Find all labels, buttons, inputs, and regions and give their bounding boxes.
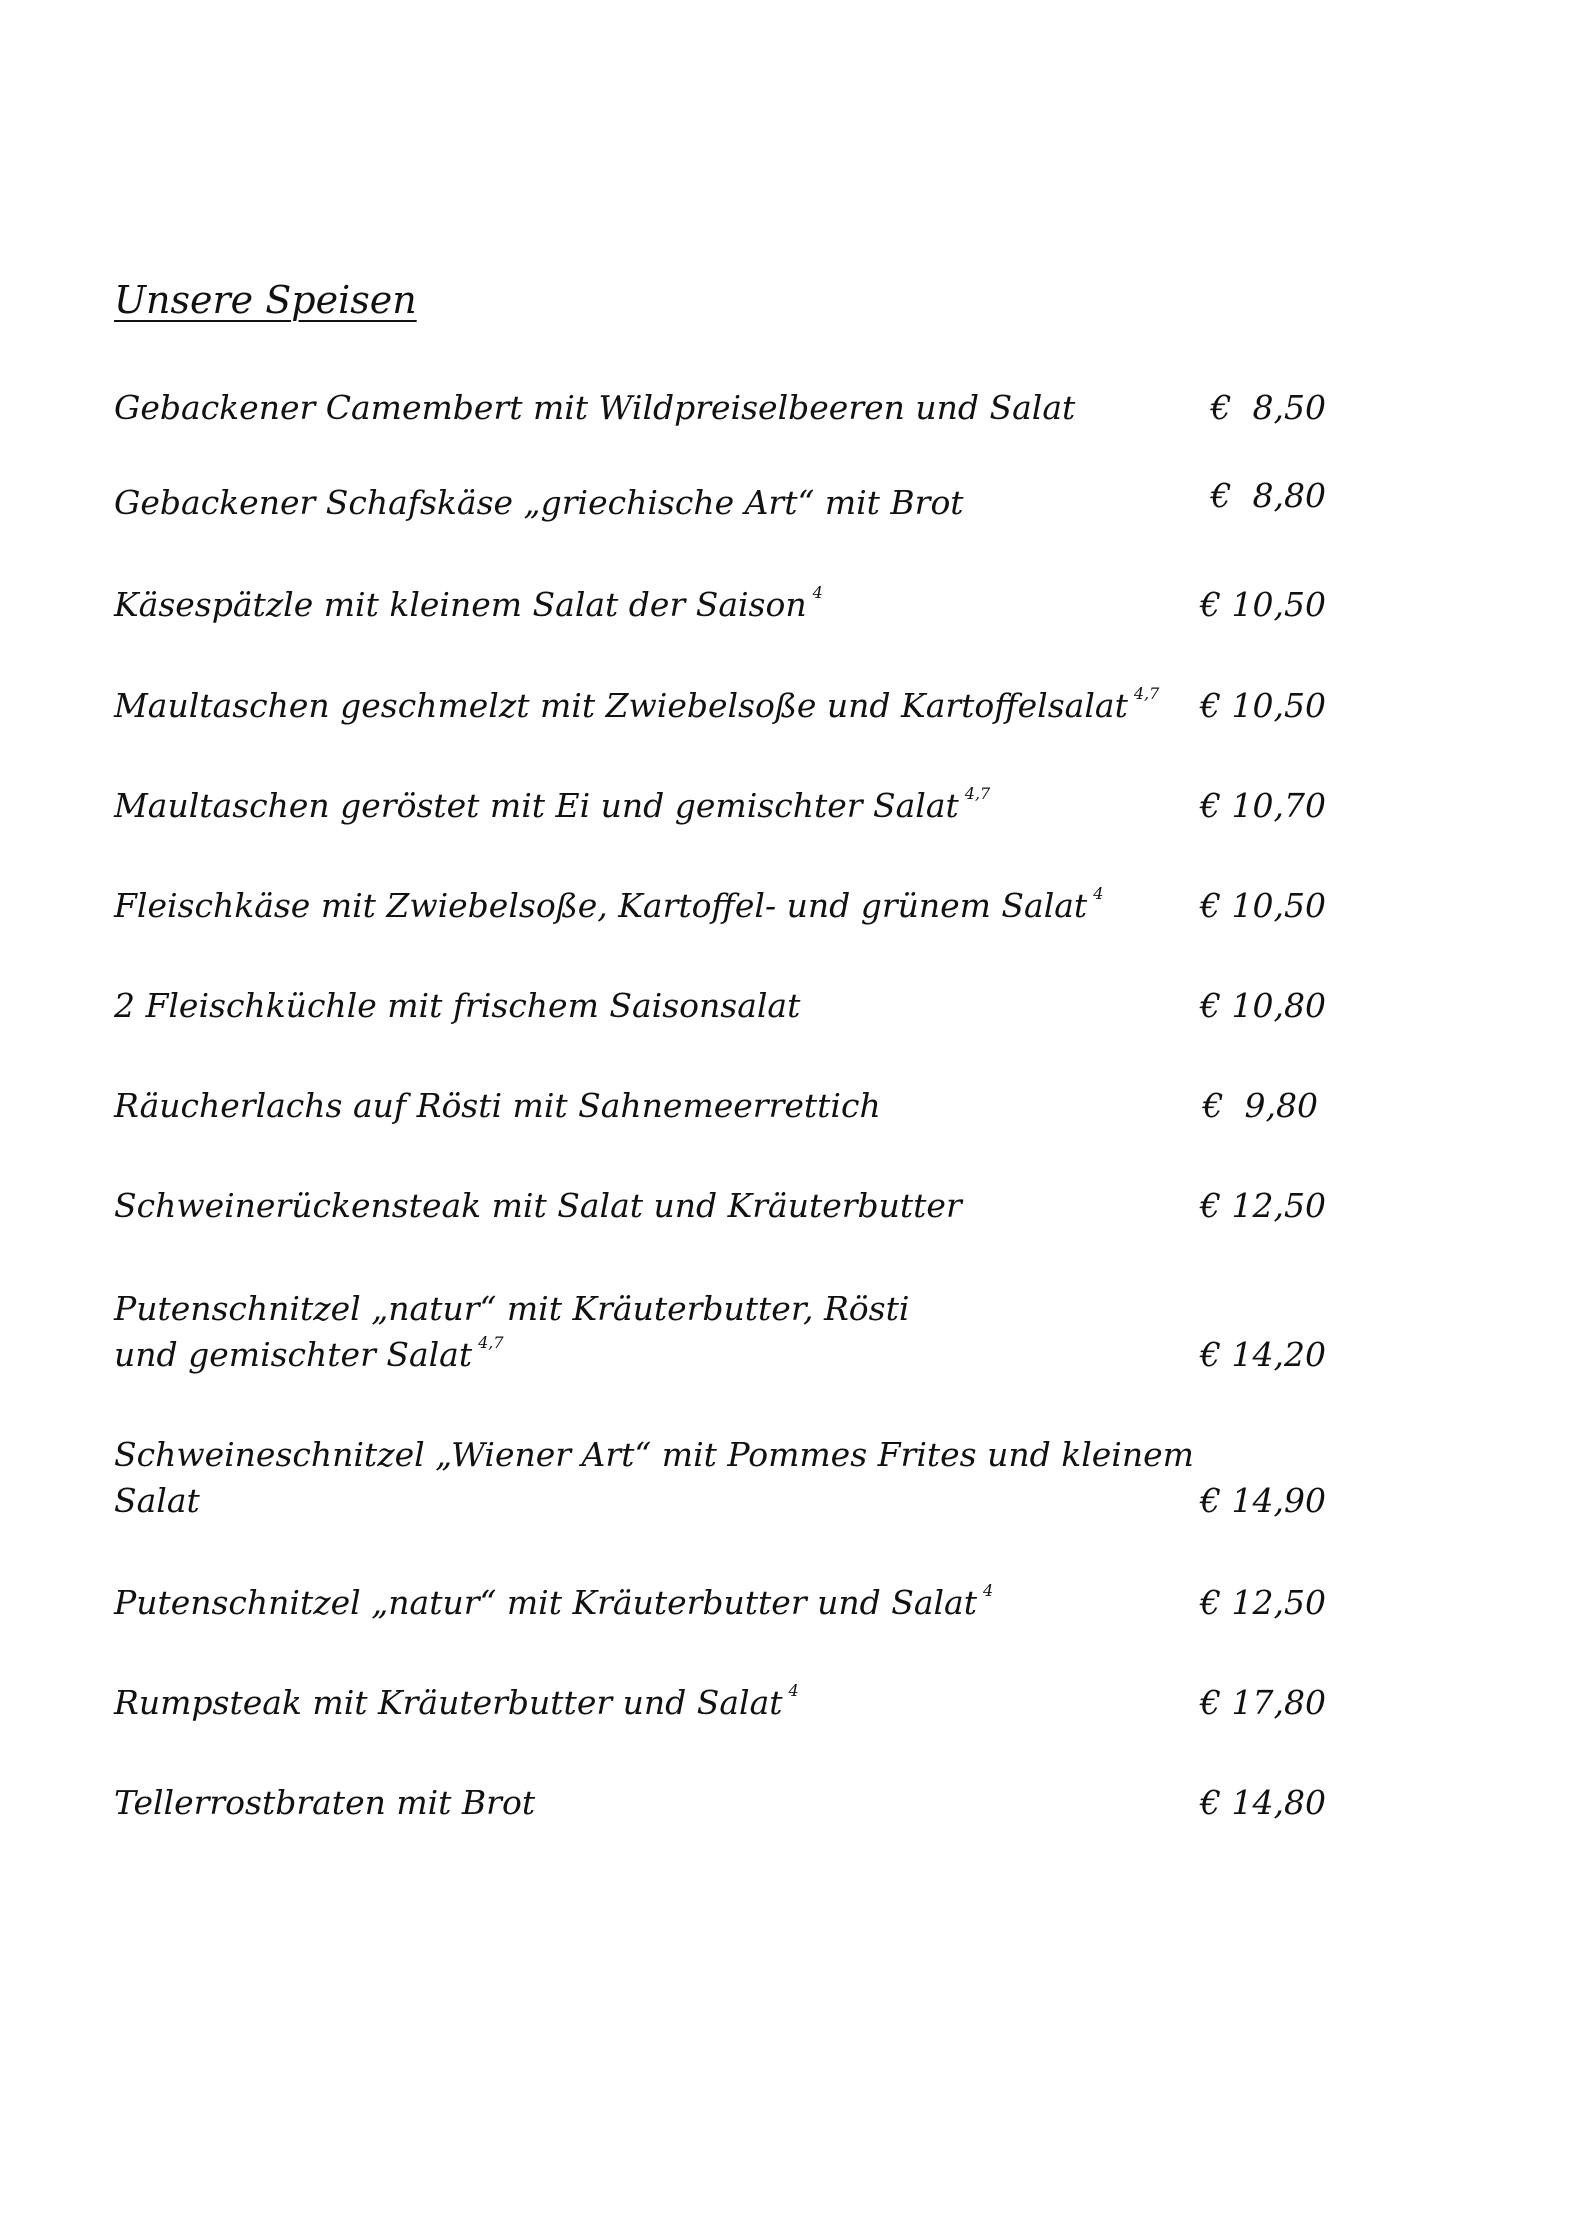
- menu-item-name-line: Käsespätzle mit kleinem Salat der Saison: [114, 585, 807, 624]
- menu-item-name-line: Putenschnitzel „natur“ mit Kräuterbutter, Rösti: [114, 1289, 910, 1328]
- menu-item: [114, 1083, 1318, 1143]
- menu-item-price: € 10,50: [1200, 585, 1326, 624]
- menu-item-name: [114, 883, 1114, 929]
- menu-item-name-line: Rumpsteak mit Kräuterbutter und Salat: [114, 1683, 783, 1722]
- menu-item-name-line: Gebackener Schafskäse „griechische Art“ mit Brot: [114, 483, 964, 522]
- menu-item: [114, 1286, 1326, 1374]
- menu-item-name: [114, 683, 1160, 729]
- menu-item-name: [114, 983, 1114, 1029]
- menu-item-name-line: Schweineschnitzel „Wiener Art“ mit Pommes Frites und kleinem: [114, 1435, 1194, 1474]
- menu-item-name-line: Räucherlachs auf Rösti mit Sahnemeerrettich: [114, 1086, 881, 1125]
- menu-item-price: € 10,70: [1200, 786, 1326, 825]
- menu-item-name-line: Gebackener Camembert mit Wildpreiselbeeren und Salat: [114, 388, 1076, 427]
- menu-item-name-line: Schweinerückensteak mit Salat und Kräuterbutter: [114, 1186, 962, 1225]
- menu-item: [114, 883, 1326, 943]
- menu-item: [114, 1580, 1326, 1640]
- menu-item-price: € 14,80: [1200, 1783, 1326, 1822]
- page-title: Unsere Speisen: [114, 278, 417, 322]
- menu-item-price: € 14,20: [1200, 1335, 1326, 1374]
- menu-item-name-line: Maultaschen geröstet mit Ei und gemischter Salat: [114, 786, 959, 825]
- menu-item-name: [114, 480, 1114, 526]
- menu-item-price: € 17,80: [1200, 1683, 1326, 1722]
- allergen-note: 4,7: [964, 784, 991, 803]
- menu-item-price: € 9,80: [1202, 1086, 1318, 1125]
- menu-item: [114, 1432, 1326, 1520]
- menu-item: [114, 1680, 1326, 1740]
- allergen-note: 4: [788, 1681, 799, 1700]
- menu-item-price: € 10,50: [1200, 886, 1326, 925]
- menu-item: [114, 582, 1326, 642]
- menu-item-name-line: Fleischkäse mit Zwiebelsoße, Kartoffel- und grünem Salat: [114, 886, 1088, 925]
- menu-item: [114, 683, 1326, 743]
- menu-item-price: € 10,80: [1200, 986, 1326, 1025]
- allergen-note: 4,7: [478, 1333, 504, 1352]
- menu-item-name-line: 2 Fleischküchle mit frischem Saisonsalat: [114, 986, 801, 1025]
- menu-item-name: [114, 783, 1114, 829]
- allergen-note: 4: [982, 1581, 994, 1600]
- menu-item-name: [114, 1286, 1114, 1378]
- menu-item-name-line: und gemischter Salat: [114, 1335, 473, 1374]
- allergen-note: 4: [1093, 884, 1104, 903]
- menu-item-name-line: Tellerrostbraten mit Brot: [114, 1783, 536, 1822]
- menu-item-name: [114, 582, 1114, 628]
- menu-item-name-line: Maultaschen geschmelzt mit Zwiebelsoße und Kartoffelsalat: [114, 686, 1128, 725]
- menu-item: [114, 1183, 1326, 1243]
- allergen-note: 4: [812, 583, 823, 602]
- menu-item-name: [114, 1680, 1114, 1726]
- menu-item-name: [114, 1432, 1194, 1524]
- menu-item: [114, 783, 1326, 843]
- menu-item-name-line: Salat: [114, 1481, 200, 1520]
- menu-item-name: [114, 1780, 1114, 1826]
- menu-item-price: € 14,90: [1200, 1481, 1326, 1520]
- menu-item-name: [114, 1183, 1114, 1229]
- menu-item-price: € 12,50: [1200, 1583, 1326, 1622]
- menu-item-name: [114, 385, 1114, 431]
- menu-item: [114, 385, 1326, 445]
- menu-item-name: [114, 1580, 1114, 1626]
- allergen-note: 4,7: [1133, 684, 1160, 703]
- menu-item-name-line: Putenschnitzel „natur“ mit Kräuterbutter und Salat: [114, 1583, 977, 1622]
- menu-item-price: € 8,80: [1210, 476, 1326, 515]
- menu-item: [114, 1780, 1326, 1840]
- menu-item-price: € 8,50: [1210, 388, 1326, 427]
- menu-item: [114, 476, 1326, 540]
- menu-item-price: € 12,50: [1200, 1186, 1326, 1225]
- menu-item: [114, 983, 1326, 1043]
- menu-item-price: € 10,50: [1200, 686, 1326, 725]
- menu-item-name: [114, 1083, 1114, 1129]
